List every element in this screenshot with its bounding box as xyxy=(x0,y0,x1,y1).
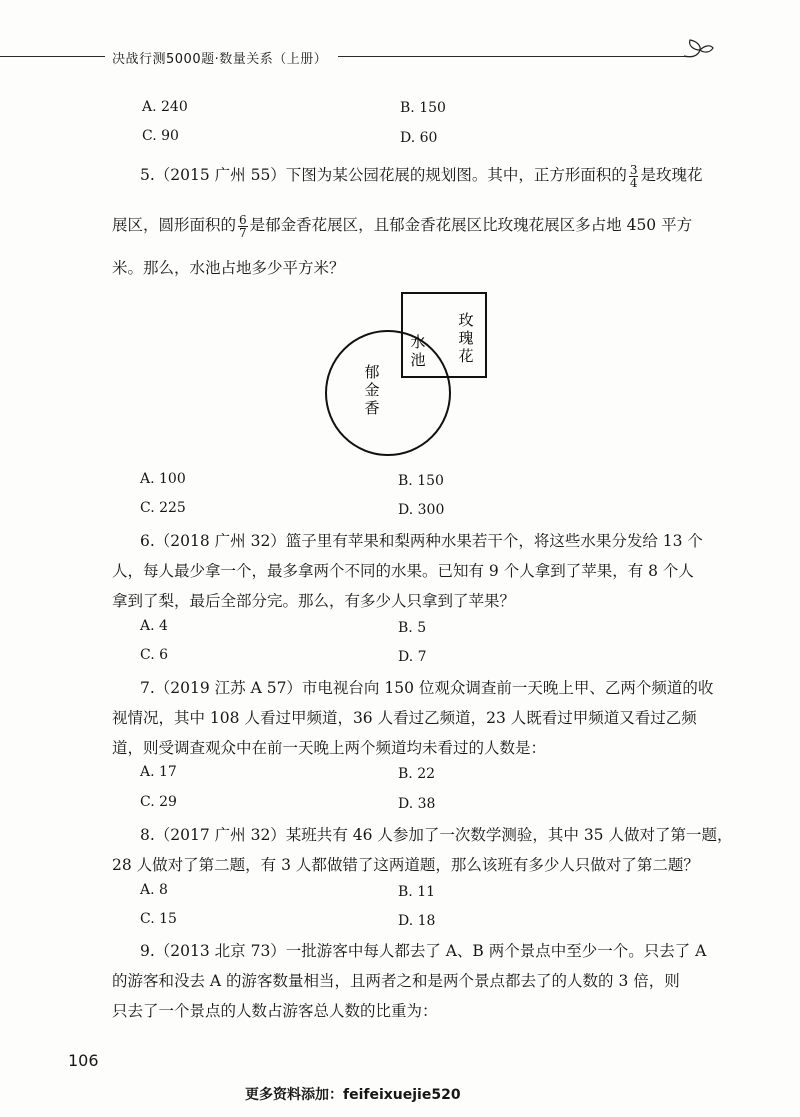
q7-line-3: 道，则受调查观众中在前一天晚上两个频道均未看过的人数是： xyxy=(112,739,547,757)
q6-line-1: 6.（2018 广州 32）篮子里有苹果和梨两种水果若干个，将这些水果分发给 13 个 xyxy=(140,532,703,550)
q5-line2-lead: 展区，圆形面积的 xyxy=(112,216,237,234)
q4-option-d: D. 60 xyxy=(400,130,438,146)
q6-line-3: 拿到了梨，最后全部分完。那么，有多少人只拿到了苹果？ xyxy=(112,592,516,610)
header-rule-right xyxy=(338,56,690,57)
footer-note: 更多资料添加：feifeixuejie520 xyxy=(245,1087,461,1103)
tulip-label-1: 郁 xyxy=(364,363,380,381)
tulip-label-2: 金 xyxy=(364,381,380,399)
q6-line-2: 人，每人最少拿一个，最多拿两个不同的水果。已知有 9 个人拿到了苹果，有 8 个人 xyxy=(112,562,694,580)
q5-fraction-circle xyxy=(238,214,248,239)
q4-option-c: C. 90 xyxy=(142,128,179,144)
q7-option-b: B. 22 xyxy=(398,766,436,782)
q5-fraction-square-num: 3 xyxy=(629,162,638,177)
header-rule-left xyxy=(0,56,105,57)
rose-label-2: 瑰 xyxy=(458,329,474,347)
q8-option-d: D. 18 xyxy=(398,913,436,929)
q4-option-a: A. 240 xyxy=(142,99,188,115)
pool-label-2: 池 xyxy=(410,351,426,369)
q9-line-3: 只去了一个景点的人数占游客总人数的比重为： xyxy=(112,1002,438,1020)
q6-option-d: D. 7 xyxy=(398,649,427,665)
q5-after-frac2: 是郁金香花展区，且郁金香花展区比玫瑰花展区多占地 450 平方 xyxy=(249,216,693,234)
q5-fraction-circle-den: 7 xyxy=(239,225,247,240)
q5-fraction-circle-num: 6 xyxy=(239,212,247,227)
q5-lead: 5.（2015 广州 55）下图为某公园花展的规划图。其中，正方形面积的 xyxy=(140,166,627,184)
tulip-circle xyxy=(326,331,450,455)
page-number: 106 xyxy=(68,1051,99,1070)
q7-option-a: A. 17 xyxy=(140,764,177,780)
q7-option-c: C. 29 xyxy=(140,794,177,810)
q5-option-b: B. 150 xyxy=(398,473,444,489)
q6-option-a: A. 4 xyxy=(140,618,168,634)
q5-line-3: 米。那么，水池占地多少平方米？ xyxy=(112,259,345,277)
q5-fraction-square xyxy=(629,164,639,189)
rose-label-1: 玫 xyxy=(458,311,474,329)
q5-option-a: A. 100 xyxy=(140,471,186,487)
q8-line-2: 28 人做对了第二题，有 3 人都做错了这两道题，那么该班有多少人只做对了第二题？ xyxy=(112,856,699,874)
q7-line-1: 7.（2019 江苏 A 57）市电视台向 150 位观众调查前一天晚上甲、乙两个频道的收 xyxy=(140,679,714,697)
pool-label-1: 水 xyxy=(410,333,426,351)
q8-option-a: A. 8 xyxy=(140,882,168,898)
q5-line-2 xyxy=(112,213,692,239)
q8-option-c: C. 15 xyxy=(140,911,177,927)
rose-label-3: 花 xyxy=(458,347,474,365)
book-title: 决战行测5000题·数量关系（上册） xyxy=(112,52,328,67)
q5-option-c: C. 225 xyxy=(140,500,186,516)
q6-option-b: B. 5 xyxy=(398,620,427,636)
q9-line-1: 9.（2013 北京 73）一批游客中每人都去了 A、B 两个景点中至少一个。只去了 A xyxy=(140,942,707,960)
sprout-icon xyxy=(680,36,716,62)
q5-after-frac1: 是玫瑰花 xyxy=(640,166,703,184)
q5-line-1 xyxy=(140,163,702,189)
q6-option-c: C. 6 xyxy=(140,647,169,663)
q8-option-b: B. 11 xyxy=(398,884,436,900)
q7-option-d: D. 38 xyxy=(398,796,436,812)
q5-fraction-square-den: 4 xyxy=(629,175,638,190)
q8-line-1: 8.（2017 广州 32）某班共有 46 人参加了一次数学测验，其中 35 人做对了第一题， xyxy=(140,826,733,844)
q5-diagram xyxy=(320,285,500,465)
q4-option-b: B. 150 xyxy=(400,100,446,116)
q7-line-2: 视情况，其中 108 人看过甲频道，36 人看过乙频道，23 人既看过甲频道又看过乙频 xyxy=(112,709,697,727)
q5-option-d: D. 300 xyxy=(398,502,445,518)
tulip-label-3: 香 xyxy=(364,399,380,417)
q9-line-2: 的游客和没去 A 的游客数量相当，且两者之和是两个景点都去了的人数的 3 倍，则 xyxy=(112,972,680,990)
